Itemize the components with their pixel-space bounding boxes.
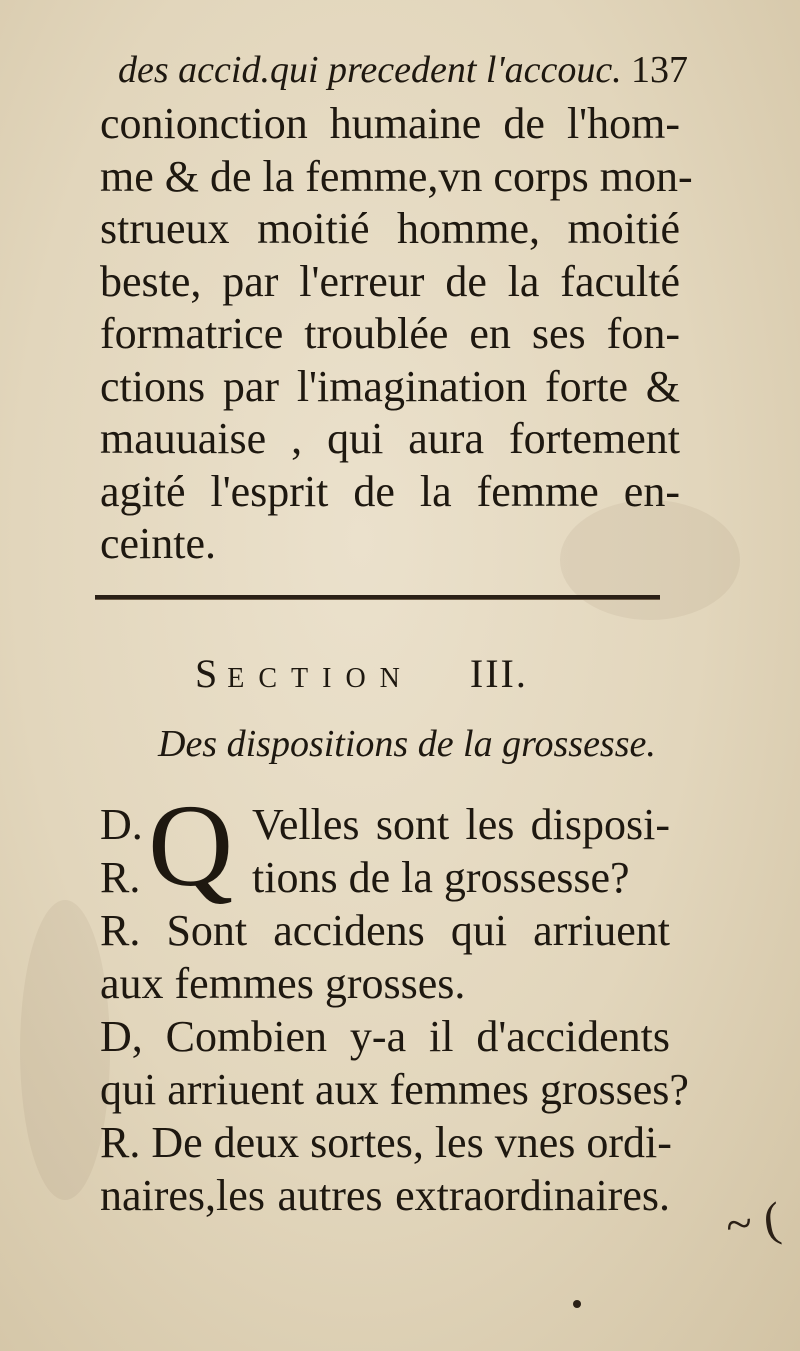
text-line: qui arriuent aux femmes grosses?: [100, 1065, 689, 1114]
paper-stain: [20, 900, 110, 1200]
text-line: aux femmes grosses.: [100, 959, 466, 1008]
text-line: R. Sont accidens qui arriuent: [100, 906, 670, 955]
section-heading-initial: S: [195, 651, 228, 696]
text-line: naires,les autres extraordinaires.: [100, 1171, 670, 1220]
text-line: mauuaise , qui aura fortement: [100, 414, 680, 463]
marginal-marks: ~ (: [722, 1192, 784, 1253]
text-line: tions de la grossesse?: [252, 853, 630, 902]
page-number: 137: [631, 49, 688, 91]
text-line: formatrice troublée en ses fon-: [100, 309, 680, 358]
section-subtitle: Des dispositions de la grossesse.: [158, 723, 656, 765]
speaker-label-r: R.: [100, 853, 141, 902]
drop-cap: Q: [148, 780, 234, 911]
text-line: conionction humaine de l'hom-: [100, 99, 680, 148]
section-numeral: III.: [469, 651, 528, 696]
text-line: R. De deux sortes, les vnes ordi-: [100, 1118, 672, 1167]
text-line: ctions par l'imagination forte &: [100, 361, 680, 411]
speaker-label-d: D.: [100, 800, 143, 849]
question-answer-block: [100, 780, 689, 1222]
text-line: agité l'esprit de la femme en-: [100, 466, 680, 516]
paragraph: [100, 98, 693, 571]
section-divider: [95, 595, 660, 599]
text-line: D, Combien y-a il d'accidents: [100, 1012, 670, 1061]
running-head: [118, 48, 688, 100]
ink-dot: [573, 1300, 581, 1308]
text-line: strueux moitié homme, moitié: [100, 204, 680, 253]
section-heading-word: ECTION: [227, 663, 414, 694]
running-head-title: des accid.qui precedent l'accouc.: [118, 49, 622, 91]
text-line: ceinte.: [100, 519, 217, 568]
text-line: beste, par l'erreur de la faculté: [100, 256, 680, 306]
section-heading: [195, 650, 528, 697]
text-line: Velles sont les disposi-: [252, 800, 670, 849]
text-line: me & de la femme,vn corps mon-: [100, 151, 693, 201]
